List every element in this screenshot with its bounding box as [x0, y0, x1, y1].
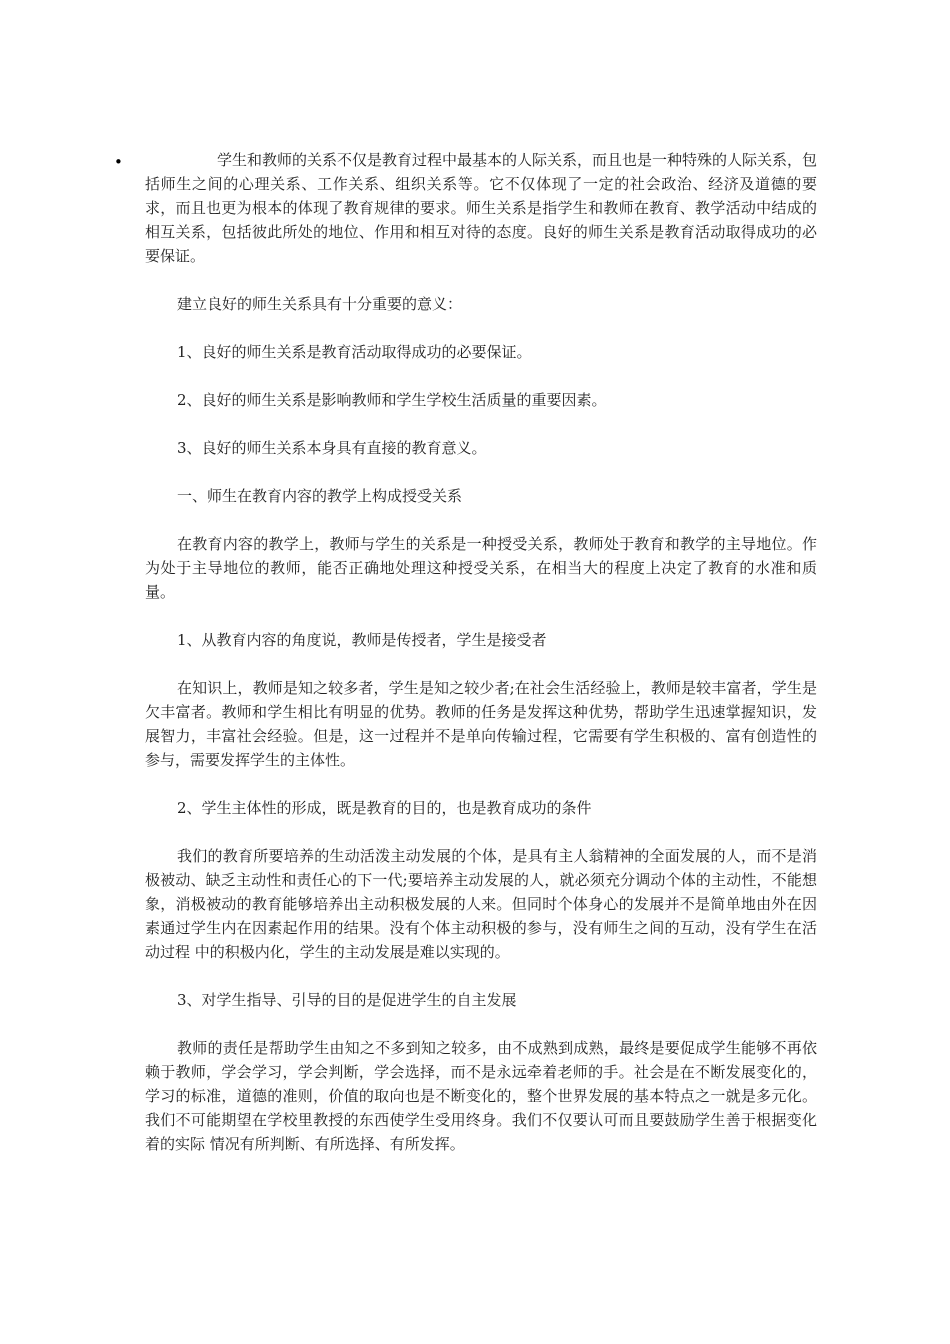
subparagraph-3: 教师的责任是帮助学生由知之不多到知之较多，由不成熟到成熟，最终是要促成学生能够不再依赖于教师，学会学习，学会判断，学会选择，而不是永远牵着老师的手。社会是在不断发展变化的，学习的标准，道德的准则，价值的取向也是不断变化的，整个世界发展的基本特点之一就是多元化。我们不可能期望在学校里教授的东西使学生受用终身。我们不仅要认可而且要鼓励学生善于根据变化着的实际 情况有所判断、有所选择、有所发挥。: [145, 1039, 817, 1153]
subparagraph-1: 在知识上，教师是知之较多者，学生是知之较少者;在社会生活经验上，教师是较丰富者，学生是欠丰富者。教师和学生相比有明显的优势。教师的任务是发挥这种优势，帮助学生迅速掌握知识，发展智力，丰富社会经验。但是，这一过程并不是单向传输过程，它需要有学生积极的、富有创造性的参与，需要发挥学生的主体性。: [145, 679, 817, 769]
subparagraph-2: 我们的教育所要培养的生动活泼主动发展的个体，是具有主人翁精神的全面发展的人，而不是消极被动、缺乏主动性和责任心的下一代;要培养主动发展的人，就必须充分调动个体的主动性，不能想象，消极被动的教育能够培养出主动积极发展的人来。但同时个体身心的发展并不是简单地由外在因素通过学生内在因素起作用的结果。没有个体主动积极的参与，没有师生之间的互动，没有学生在活动过程 中的积极内化，学生的主动发展是难以实现的。: [145, 847, 817, 961]
intro-paragraph: 学生和教师的关系不仅是教育过程中最基本的人际关系，而且也是一种特殊的人际关系，包括师生之间的心理关系、工作关系、组织关系等。它不仅体现了一定的社会政治、经济及道德的要求，而且也更为根本的体现了教育规律的要求。师生关系是指学生和教师在教育、教学活动中结成的相互关系，包括彼此所处的地位、作用和相互对待的态度。良好的师生关系是教育活动取得成功的必要保证。: [145, 151, 818, 265]
list-bullet: •: [114, 153, 123, 171]
subheading-2: 2、学生主体性的形成，既是教育的目的，也是教育成功的条件: [177, 799, 592, 817]
section-paragraph-1: 在教育内容的教学上，教师与学生的关系是一种授受关系，教师处于教育和教学的主导地位。作为处于主导地位的教师，能否正确地处理这种授受关系，在相当大的程度上决定了教育的水准和质量。: [145, 535, 817, 601]
significance-point-1: 1、良好的师生关系是教育活动取得成功的必要保证。: [177, 343, 532, 361]
significance-point-2: 2、良好的师生关系是影响教师和学生学校生活质量的重要因素。: [177, 391, 607, 409]
document-body: [145, 148, 817, 1180]
significance-heading: 建立良好的师生关系具有十分重要的意义：: [177, 295, 463, 313]
subheading-1: 1、从教育内容的角度说，教师是传授者，学生是接受者: [177, 631, 547, 649]
significance-point-3: 3、良好的师生关系本身具有直接的教育意义。: [177, 439, 487, 457]
subheading-3: 3、对学生指导、引导的目的是促进学生的自主发展: [177, 991, 517, 1009]
section-heading-1: 一、师生在教育内容的教学上构成授受关系: [177, 487, 463, 505]
